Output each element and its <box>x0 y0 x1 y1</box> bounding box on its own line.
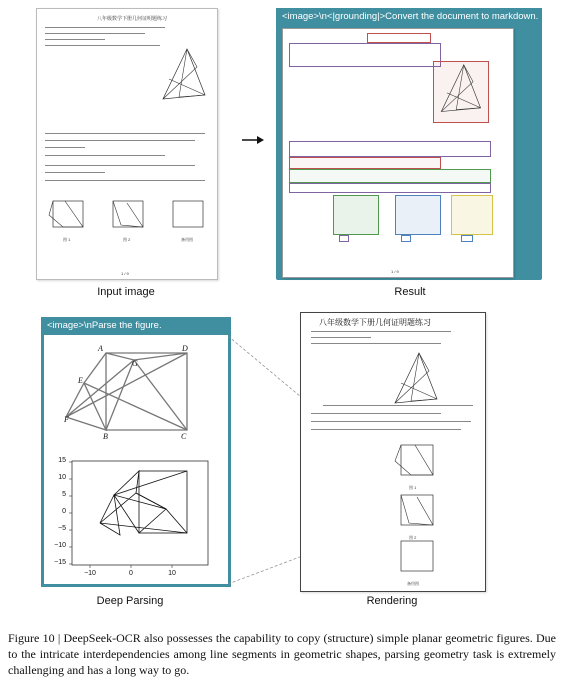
point-label-e: E <box>78 376 83 385</box>
rendered-figure-1 <box>393 441 439 483</box>
rendered-fig-label-2: 图 2 <box>409 535 417 540</box>
figure-caption: Figure 10 | DeepSeek-OCR also possesses the capability to copy (structure) simple planar geometric figures. Due to the intricate interdependencies among line segments in geometric shapes, parsing geometry task is extremely challenging and has a long way to go. <box>8 631 556 677</box>
rendered-triangle <box>389 351 441 411</box>
result-page-number: 1 / 9 <box>391 269 399 274</box>
rendered-figure-2 <box>393 491 439 533</box>
xtick-10: 10 <box>168 570 176 577</box>
rendering-page <box>300 312 486 592</box>
point-label-d: D <box>182 344 188 353</box>
point-label-g: G <box>132 359 138 368</box>
ytick-0: 0 <box>62 508 66 515</box>
result-prompt: <image>\n<|grounding|>Convert the document to markdown. <box>276 8 542 25</box>
fig-label-3: 备用图 <box>181 237 193 242</box>
ytick-15: 15 <box>58 457 66 464</box>
fig-label-2: 图 2 <box>123 237 131 242</box>
xtick-0: 0 <box>129 570 133 577</box>
deep-parsing-label: Deep Parsing <box>96 595 164 607</box>
fig-label-1: 图 1 <box>63 237 71 242</box>
page-number: 1 / 9 <box>121 271 129 276</box>
result-label: Result <box>394 286 426 298</box>
point-label-c: C <box>181 432 187 441</box>
xtick-neg10: −10 <box>84 570 96 577</box>
rendering-label: Rendering <box>366 595 418 607</box>
ytick-10: 10 <box>58 474 66 481</box>
rendering-title: 八年级数学下册几何证明题练习 <box>319 318 431 327</box>
ytick-neg15: −15 <box>54 559 66 566</box>
rendered-figure-spare <box>393 539 439 577</box>
doc-title: 八年级数学下册几何证明题练习 <box>97 16 168 22</box>
point-label-a: A <box>98 344 103 353</box>
ytick-neg10: −10 <box>54 542 66 549</box>
point-label-b: B <box>103 432 108 441</box>
rendered-fig-label-1: 图 1 <box>409 485 417 490</box>
ytick-5: 5 <box>62 491 66 498</box>
point-label-f: F <box>64 415 69 424</box>
rendered-fig-label-3: 备用图 <box>407 581 419 586</box>
input-image-label: Input image <box>97 286 155 298</box>
ytick-neg5: −5 <box>58 525 66 532</box>
deep-parsing-prompt: <image>\nParse the figure. <box>41 317 231 334</box>
